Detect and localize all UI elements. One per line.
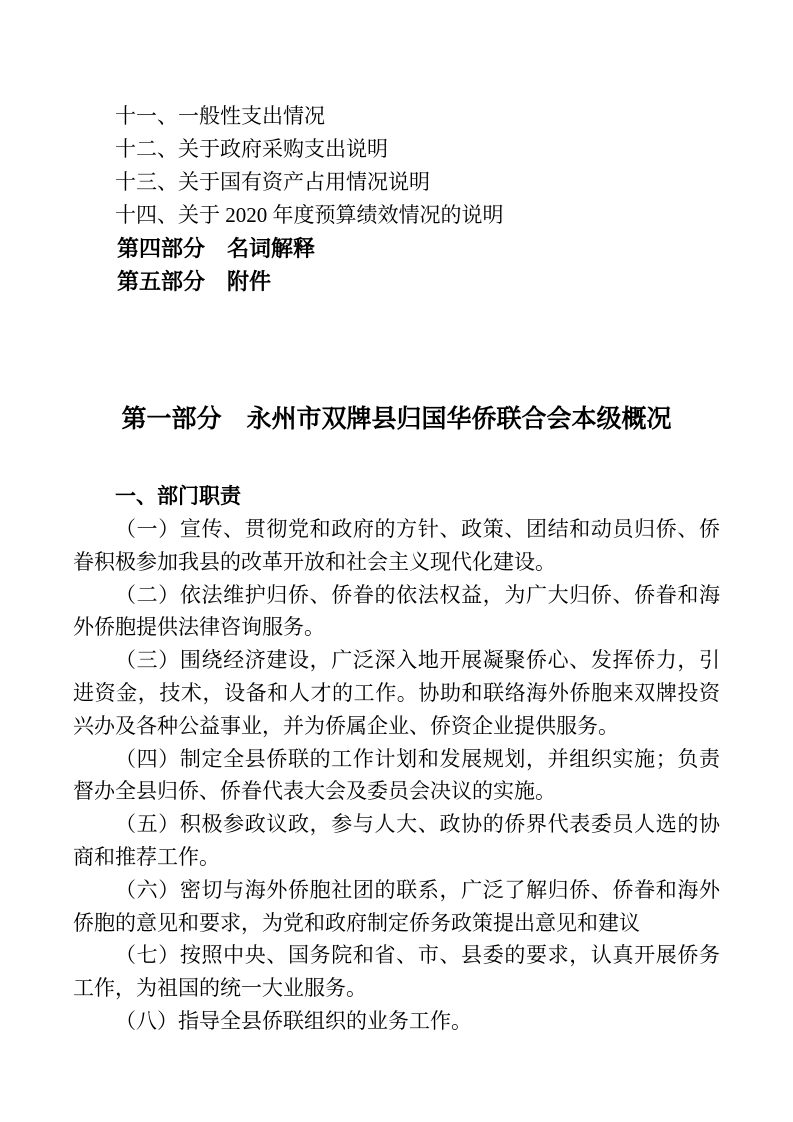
body-paragraph: （八）指导全县侨联组织的业务工作。 (115, 1008, 472, 1033)
body-paragraph: （五）积极参政议政，参与人大、政协的侨界代表委员人选的协商和推荐工作。 (73, 812, 720, 869)
body-paragraph: （二）依法维护归侨、侨眷的依法权益，为广大归侨、侨眷和海外侨胞提供法律咨询服务。 (73, 582, 720, 640)
body-paragraph: （三）围绕经济建设，广泛深入地开展凝聚侨心、发挥侨力，引进资金，技术，设备和人才的工作。协助和联络海外侨胞来双牌投资兴办及各种公益事业，并为侨属企业、侨资企业提供服务。 (73, 648, 720, 738)
toc-item: 十三、关于国有资产占用情况说明 (115, 170, 430, 194)
toc-item: 十四、关于 2020 年度预算绩效情况的说明 (115, 203, 504, 227)
toc-item: 十二、关于政府采购支出说明 (115, 137, 388, 161)
section-title: 第一部分 永州市双牌县归国华侨联合会本级概况 (121, 405, 672, 433)
section-body (73, 513, 720, 1038)
toc-section (73, 100, 720, 298)
body-paragraph: （一）宣传、贯彻党和政府的方针、政策、团结和动员归侨、侨眷积极参加我县的改革开放和社会主义现代化建设。 (73, 517, 720, 574)
subsection-title: 一、部门职责 (115, 485, 241, 508)
part-heading: 第四部分 名词解释 (117, 236, 316, 261)
body-paragraph: （六）密切与海外侨胞社团的联系，广泛了解归侨、侨眷和海外侨胞的意见和要求，为党和政府制定侨务政策提出意见和建议 (73, 877, 720, 935)
part-heading: 第五部分 附件 (117, 269, 272, 294)
body-paragraph: （四）制定全县侨联的工作计划和发展规划，并组织实施；负责督办全县归侨、侨眷代表大会及委员会决议的实施。 (73, 746, 720, 804)
body-paragraph: （七）按照中央、国务院和省、市、县委的要求，认真开展侨务工作，为祖国的统一大业服务。 (73, 943, 720, 1001)
toc-item: 十一、一般性支出情况 (115, 104, 325, 128)
